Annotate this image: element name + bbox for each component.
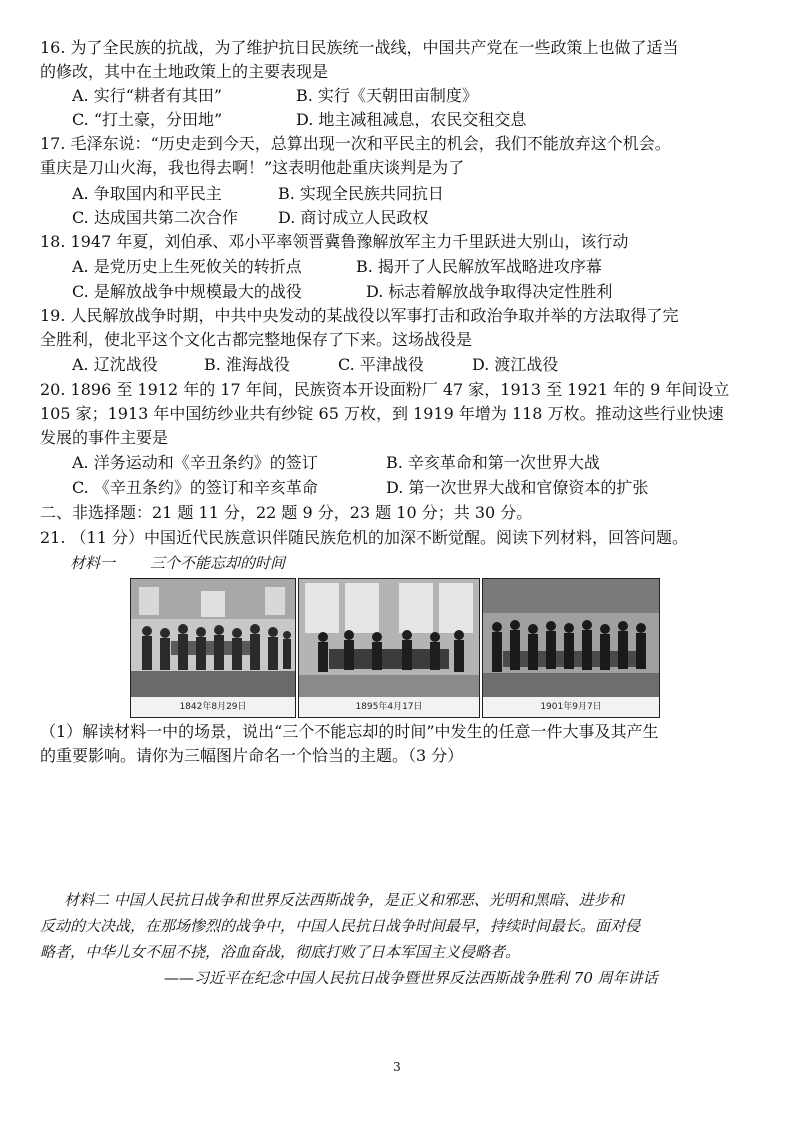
q21-stem: 21. （11 分）中国近代民族意识伴随民族危机的加深不断觉醒。阅读下列材料，回答问题。: [40, 528, 688, 547]
q20-option-d: D. 第一次世界大战和官僚资本的扩张: [386, 478, 649, 497]
section-2-heading: 二、非选择题：21 题 11 分，22 题 9 分，23 题 10 分；共 30 分。: [40, 503, 533, 522]
material2-source: ——习近平在纪念中国人民抗日战争暨世界反法西斯战争胜利 70 周年讲话: [164, 969, 658, 987]
q18-option-d: D. 标志着解放战争取得决定性胜利: [366, 282, 613, 301]
q16-option-a: A. 实行“耕者有其田”: [72, 86, 223, 105]
material2-line1: 材料二 中国人民抗日战争和世界反法西斯战争，是正义和邪恶、光明和黑暗、进步和: [64, 891, 624, 909]
material2-line3: 略者，中华儿女不屈不挠，浴血奋战，彻底打败了日本军国主义侵略者。: [40, 943, 521, 961]
q19-option-d: D. 渡江战役: [472, 355, 559, 374]
q20-stem-line3: 发展的事件主要是: [40, 428, 169, 447]
q19-stem-line2: 全胜利，使北平这个文化古都完整地保存了下来。这场战役是: [40, 330, 473, 349]
q20-option-a: A. 洋务运动和《辛丑条约》的签订: [72, 453, 318, 472]
material1-label: 材料一: [70, 554, 116, 572]
q16-option-d: D. 地主减租减息，农民交租交息: [296, 110, 527, 129]
photo-1895-scene: [299, 579, 479, 697]
q19-option-a: A. 辽沈战役: [72, 355, 158, 374]
q17-stem-line1: 17. 毛泽东说：“历史走到今天，总算出现一次和平民主的机会，我们不能放弃这个机会。: [40, 134, 671, 153]
photo-1901-scene: [483, 579, 659, 697]
q20-option-b: B. 辛亥革命和第一次世界大战: [386, 453, 600, 472]
historical-photo-1895: [298, 578, 480, 718]
photo-1842-scene: [131, 579, 295, 697]
q16-option-c: C. “打土豪，分田地”: [72, 110, 223, 129]
q20-stem-line1: 20. 1896 至 1912 年的 17 年间，民族资本开设面粉厂 47 家，1913 至 1921 年的 9 年间设立: [40, 380, 730, 399]
q18-option-a: A. 是党历史上生死攸关的转折点: [72, 257, 302, 276]
photo-caption-1842: 1842年8月29日: [131, 697, 295, 717]
material1-title: 三个不能忘却的时间: [150, 554, 286, 572]
q17-option-d: D. 商讨成立人民政权: [278, 208, 429, 227]
q20-option-c: C. 《辛丑条约》的签订和辛亥革命: [72, 478, 318, 497]
q16-stem-line1: 16. 为了全民族的抗战，为了维护抗日民族统一战线，中国共产党在一些政策上也做了适当: [40, 38, 679, 57]
photo-caption-1895: 1895年4月17日: [299, 697, 479, 717]
page-number: 3: [393, 1060, 401, 1074]
q18-option-c: C. 是解放战争中规模最大的战役: [72, 282, 302, 301]
material2-line2: 反动的大决战，在那场惨烈的战争中，中国人民抗日战争时间最早，持续时间最长。面对侵: [40, 917, 641, 935]
q18-option-b: B. 揭开了人民解放军战略进攻序幕: [356, 257, 602, 276]
q16-option-b: B. 实行《天朝田亩制度》: [296, 86, 478, 105]
photo-caption-1901: 1901年9月7日: [483, 697, 659, 717]
q17-stem-line2: 重庆是刀山火海，我也得去啊！”这表明他赴重庆谈判是为了: [40, 158, 465, 177]
q17-option-c: C. 达成国共第二次合作: [72, 208, 238, 227]
q21-sub1-line1: （1）解读材料一中的场景，说出“三个不能忘却的时间”中发生的任意一件大事及其产生: [40, 722, 659, 741]
q16-stem-line2: 的修改，其中在土地政策上的主要表现是: [40, 62, 329, 81]
historical-photo-1901: [482, 578, 660, 718]
q18-stem-line1: 18. 1947 年夏，刘伯承、邓小平率领晋冀鲁豫解放军主力千里跃进大别山，该行动: [40, 232, 629, 251]
q17-option-a: A. 争取国内和平民主: [72, 184, 222, 203]
q21-sub1-line2: 的重要影响。请你为三幅图片命名一个恰当的主题。（3 分）: [40, 746, 464, 765]
q20-stem-line2: 105 家；1913 年中国纺纱业共有纱锭 65 万枚，到 1919 年增为 118 万枚。推动这些行业快速: [40, 404, 724, 423]
q19-stem-line1: 19. 人民解放战争时期，中共中央发动的某战役以军事打击和政治争取并举的方法取得了完: [40, 306, 679, 325]
historical-photo-1842: [130, 578, 296, 718]
q19-option-b: B. 淮海战役: [204, 355, 290, 374]
q19-option-c: C. 平津战役: [338, 355, 424, 374]
q17-option-b: B. 实现全民族共同抗日: [278, 184, 444, 203]
